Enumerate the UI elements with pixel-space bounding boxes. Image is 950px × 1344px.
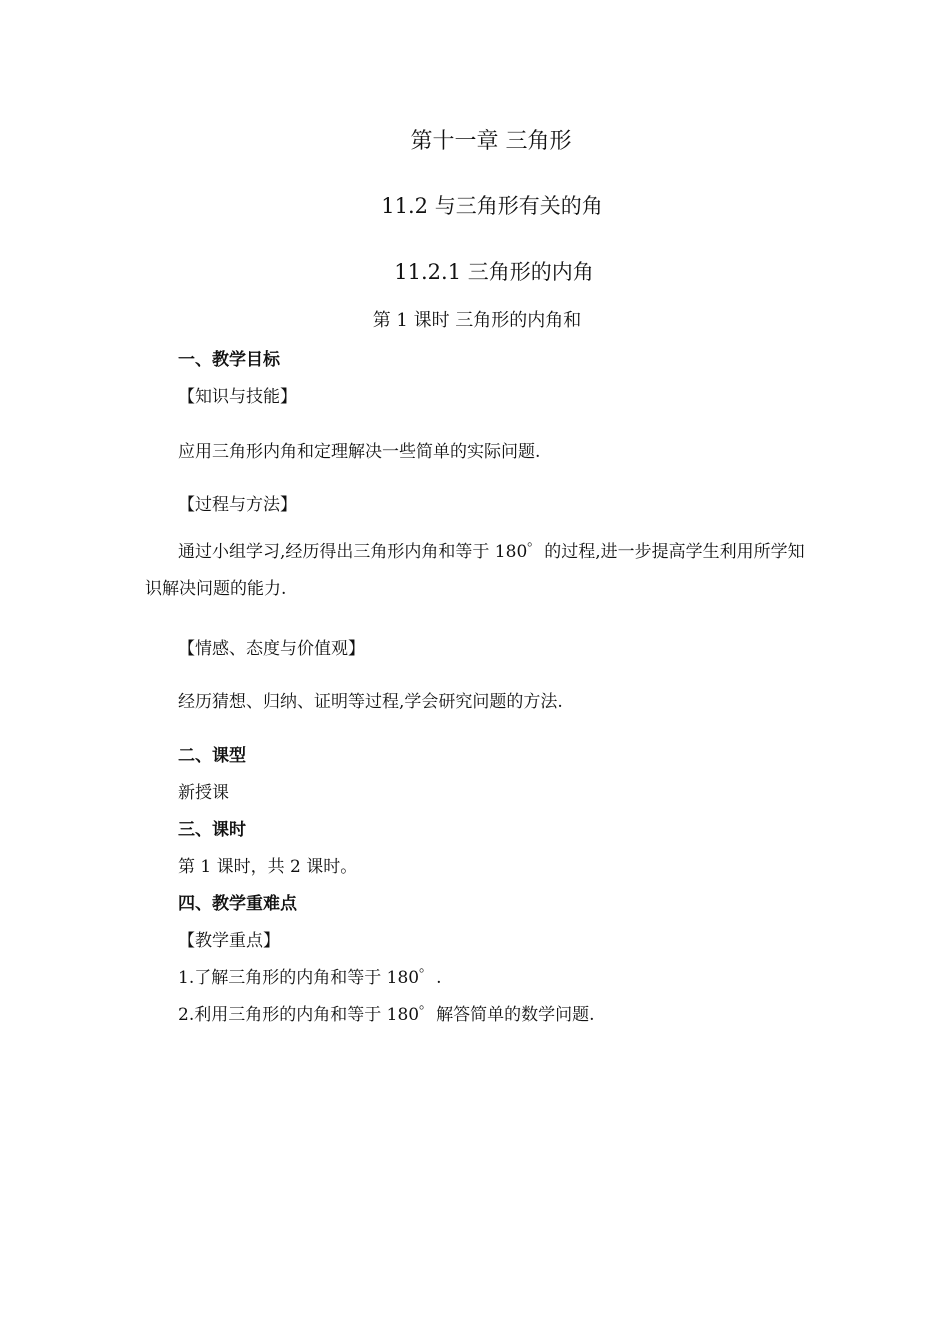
lesson-type-text: 新授课 <box>178 783 229 803</box>
key-points-label: 【教学重点】 <box>178 931 280 951</box>
key-point-item-1: 1.了解三角形的内角和等于 180゜. <box>178 968 442 988</box>
process-label: 【过程与方法】 <box>178 495 297 515</box>
section-title: 11.2 与三角形有关的角 <box>381 194 603 218</box>
key-point-item-2: 2.利用三角形的内角和等于 180゜解答简单的数学问题. <box>178 1005 595 1025</box>
knowledge-label: 【知识与技能】 <box>178 387 297 407</box>
emotion-label: 【情感、态度与价值观】 <box>178 639 365 659</box>
objectives-heading: 一、教学目标 <box>178 350 280 370</box>
knowledge-text: 应用三角形内角和定理解决一些简单的实际问题. <box>178 442 541 462</box>
lesson-title: 第 1 课时 三角形的内角和 <box>372 310 582 331</box>
emotion-text: 经历猜想、归纳、证明等过程,学会研究问题的方法. <box>178 692 563 712</box>
key-points-heading: 四、教学重难点 <box>178 894 297 914</box>
process-text: 通过小组学习,经历得出三角形内角和等于 180゜的过程,进一步提高学生利用所学知识解决问题的能力. <box>145 542 805 599</box>
chapter-title: 第十一章 三角形 <box>410 129 572 154</box>
lesson-time-text: 第 1 课时，共 2 课时。 <box>178 857 358 877</box>
lesson-type-heading: 二、课型 <box>178 746 246 766</box>
subsection-title: 11.2.1 三角形的内角 <box>394 260 594 284</box>
lesson-time-heading: 三、课时 <box>178 820 246 840</box>
